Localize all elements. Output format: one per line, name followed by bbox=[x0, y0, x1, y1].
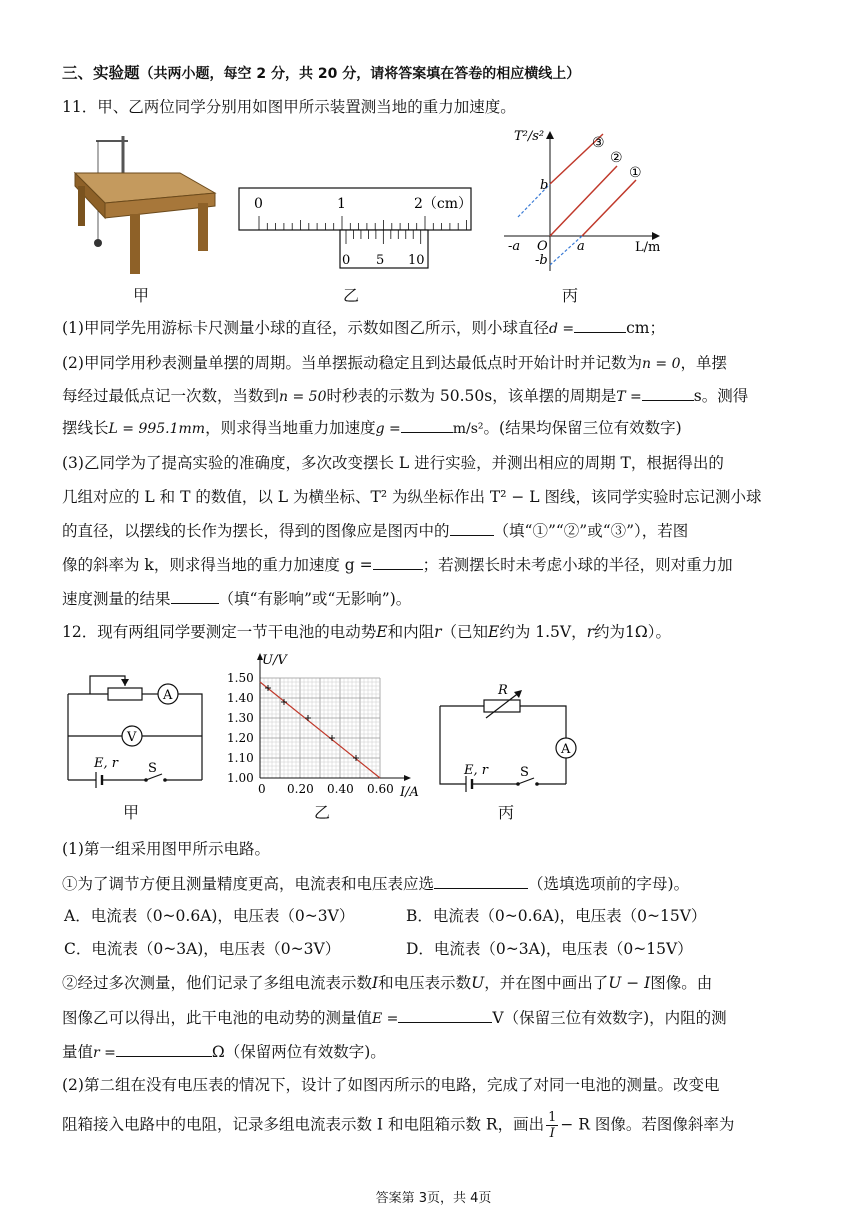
q12-part1-2-U: U bbox=[471, 974, 485, 992]
q12-part1-2-line2 bbox=[62, 1006, 727, 1030]
q12-part1-3-a: 图像乙可以得出，此干电池的电动势的测量值 bbox=[62, 1009, 373, 1027]
q11-part3-line3 bbox=[62, 519, 688, 542]
x-tick-label: 0 bbox=[258, 782, 266, 796]
q11-part1-var: d = bbox=[548, 321, 575, 337]
q12-part1-2-c: 和电压表示数 bbox=[378, 974, 472, 992]
q12-part1-4-r: r = bbox=[93, 1045, 116, 1061]
y-tick-label: 1.40 bbox=[227, 691, 254, 705]
q11-part3-text-a: 的直径，以摆线的长作为摆长，得到的图像应是图丙中的 bbox=[62, 522, 450, 540]
q11-part1 bbox=[62, 316, 665, 340]
q11-part3-line1: (3)乙同学为了提高实验的准确度，多次改变摆长 L 进行实验，并测出相应的周期 T，根据得出的 bbox=[62, 454, 724, 472]
fraction-denominator: I bbox=[549, 1126, 555, 1141]
q11-part2-g: g = bbox=[375, 421, 401, 437]
q11-part2-text-h: ，则求得当地重力加速度 bbox=[205, 419, 376, 437]
answer-blank-T[interactable] bbox=[642, 384, 694, 401]
q12-part2-text-b: − R 图像。若图像斜率为 bbox=[560, 1115, 735, 1134]
x-tick-label: 0.20 bbox=[287, 782, 314, 796]
q11-part2-line2 bbox=[62, 384, 748, 408]
u-i-graph bbox=[222, 650, 422, 800]
q11-part3-line5 bbox=[62, 587, 411, 610]
q11-part1-unit: cm； bbox=[626, 319, 666, 337]
q12-part1-4-a: 量值 bbox=[62, 1043, 94, 1061]
graph-bing-line-2: ② bbox=[610, 150, 623, 166]
q11-part2-text-e: 时秒表的示数为 50.50s，该单摆的周期是 bbox=[326, 387, 617, 405]
battery-bing-label: E, r bbox=[464, 763, 488, 778]
q12-part1-3-E: E = bbox=[372, 1011, 399, 1027]
q12-stem-r2: r bbox=[586, 623, 595, 641]
q12-stem-e: （已知 bbox=[441, 623, 489, 641]
q11-part2-n50: n = 50 bbox=[279, 389, 327, 405]
switch-label: S bbox=[148, 761, 157, 776]
q11-part3-text-b: （填“①”“②”或“③”），若图 bbox=[493, 522, 689, 540]
y-tick-label: 1.10 bbox=[227, 751, 254, 765]
rheostat-label: R bbox=[498, 683, 508, 698]
q11-part2-L: L = 995.1mm bbox=[108, 421, 206, 437]
graph-bing-mark-b: b bbox=[540, 178, 549, 193]
u-i-ylabel: U/V bbox=[262, 653, 287, 668]
q11-part2-line1 bbox=[62, 352, 727, 375]
vernier-scale-label-0: 0 bbox=[342, 253, 351, 268]
graph-bing-mark-a: a bbox=[577, 239, 585, 254]
q11-part2-line3 bbox=[62, 416, 682, 440]
q11-part1-text: (1)甲同学先用游标卡尺测量小球的直径，示数如图乙所示，则小球直径 bbox=[62, 319, 549, 337]
q12-part1-3-c: V（保留三位有效数字)，内阻的测 bbox=[492, 1009, 727, 1027]
q12-part1-2-a: ②经过多次测量，他们记录了多组电流表示数 bbox=[62, 974, 373, 992]
q11-part2-text-f: s。测得 bbox=[693, 387, 749, 405]
fraction-numerator: 1 bbox=[548, 1110, 557, 1125]
fig12-label-jia: 甲 bbox=[123, 803, 140, 822]
q11-part2-text-g: 摆线长 bbox=[62, 419, 109, 437]
q12-part1-2-UI: U − I bbox=[608, 974, 651, 992]
q12-part1: (1)第一组采用图甲所示电路。 bbox=[62, 840, 270, 858]
answer-blank-g[interactable] bbox=[401, 416, 453, 433]
q12-stem bbox=[62, 621, 671, 643]
answer-blank-E[interactable] bbox=[398, 1006, 492, 1023]
graph-bing-line-3: ③ bbox=[592, 135, 605, 151]
battery-label: E, r bbox=[94, 756, 118, 771]
y-tick-label: 1.00 bbox=[227, 771, 254, 785]
q12-part2-line2 bbox=[62, 1110, 734, 1141]
answer-blank-meter-choice[interactable] bbox=[434, 872, 528, 889]
q12-part1-4-c: Ω（保留两位有效数字)。 bbox=[211, 1043, 386, 1061]
q11-part2-unit-g: m/s² bbox=[452, 421, 484, 437]
ammeter-bing-label: A bbox=[561, 742, 571, 757]
data-point bbox=[329, 735, 335, 741]
q11-stem: 11．甲、乙两位同学分别用如图甲所示装置测当地的重力加速度。 bbox=[62, 98, 516, 116]
q12-stem-g: 约为 1.5V， bbox=[499, 623, 587, 641]
fig-label-jia: 甲 bbox=[133, 286, 150, 305]
graph-bing-mark-neg-a: -a bbox=[508, 239, 521, 254]
data-point bbox=[305, 715, 311, 721]
answer-blank-g-expression[interactable] bbox=[373, 553, 423, 570]
q11-part3-line2: 几组对应的 L 和 T 的数值，以 L 为横坐标、T² 为纵坐标作出 T² − L 图线，该同学实验时忘记测小球 bbox=[62, 488, 762, 506]
q11-part3-text-d: ；若测摆长时未考虑小球的半径，则对重力加 bbox=[422, 556, 733, 574]
q12-stem-c: 和内阻 bbox=[387, 623, 435, 641]
main-scale-label-2: 2（cm） bbox=[414, 196, 473, 212]
x-tick-label: 0.40 bbox=[327, 782, 354, 796]
switch-bing-label: S bbox=[520, 765, 529, 780]
y-tick-label: 1.30 bbox=[227, 711, 254, 725]
q11-part2-text-i: 。(结果均保留三位有效数字) bbox=[483, 419, 682, 437]
q11-part3-text-c: 像的斜率为 k，则求得当地的重力加速度 g = bbox=[62, 556, 373, 574]
q12-part1-2-line3 bbox=[62, 1040, 386, 1064]
section-header bbox=[62, 62, 580, 85]
q12-part1-1 bbox=[62, 872, 689, 895]
option-c: C．电流表（0~3A)，电压表（0~3V） bbox=[64, 940, 341, 958]
fraction-one-over-i bbox=[546, 1110, 558, 1141]
vernier-scale-label-10: 10 bbox=[408, 253, 425, 268]
q12-part1-2-g: 图像。由 bbox=[650, 974, 713, 992]
graph-bing-ylabel: T²/s² bbox=[514, 129, 545, 144]
q11-part3-text-e: 速度测量的结果 bbox=[62, 590, 171, 608]
fig12-label-bing: 丙 bbox=[498, 803, 515, 822]
q12-stem-E: E bbox=[376, 623, 388, 641]
circuit-bing bbox=[434, 680, 584, 798]
q12-stem-E2: E bbox=[488, 623, 500, 641]
q11-part2-T: T = bbox=[616, 389, 642, 405]
answer-blank-effect[interactable] bbox=[171, 587, 219, 604]
q12-part1-2-I: I bbox=[372, 974, 379, 992]
answer-blank-graph-choice[interactable] bbox=[450, 519, 494, 536]
q11-part2-text-d: 每经过最低点记一次数，当数到 bbox=[62, 387, 280, 405]
graph-bing-origin: O bbox=[537, 239, 548, 254]
fig-label-bing: 丙 bbox=[562, 286, 579, 305]
voltmeter-label: V bbox=[127, 730, 137, 745]
option-a: A．电流表（0~0.6A)，电压表（0~3V） bbox=[64, 907, 355, 925]
q12-part2-line1: (2)第二组在没有电压表的情况下，设计了如图丙所示的电路，完成了对同一电池的测量。改变电 bbox=[62, 1076, 720, 1094]
q12-part2-text: 阻箱接入电路中的电阻，记录多组电流表示数 I 和电阻箱示数 R，画出 bbox=[62, 1115, 545, 1134]
q11-part2-n0: n = 0 bbox=[641, 356, 681, 372]
option-b: B．电流表（0~0.6A)，电压表（0~15V） bbox=[406, 907, 707, 925]
circuit-jia bbox=[62, 666, 212, 796]
q12-stem-i: 约为1Ω）。 bbox=[594, 623, 672, 641]
answer-blank-d[interactable] bbox=[574, 316, 626, 333]
vernier-caliper-figure bbox=[236, 184, 476, 276]
q11-part3-line4 bbox=[62, 553, 733, 576]
q12-part1-2-e: ，并在图中画出了 bbox=[484, 974, 609, 992]
graph-bing-line-1: ① bbox=[629, 165, 642, 181]
u-i-xlabel: I/A bbox=[400, 785, 419, 800]
q11-part2-text-a: (2)甲同学用秒表测量单摆的周期。当单摆振动稳定且到达最低点时开始计时并记数为 bbox=[62, 354, 642, 372]
q12-part1-2-line1 bbox=[62, 972, 712, 994]
graph-bing-mark-neg-b: -b bbox=[535, 253, 548, 268]
q12-part1-1-text: ①为了调节方便且测量精度更高，电流表和电压表应选 bbox=[62, 875, 435, 893]
q12-part1-1-note: （选填选项前的字母)。 bbox=[528, 875, 690, 893]
q11-part2-text-c: ，单摆 bbox=[680, 354, 728, 372]
section-note: （共两小题，每空 2 分，共 20 分，请将答案填在答卷的相应横线上） bbox=[139, 66, 581, 82]
page-footer: 答案第 3页，共 4页 bbox=[375, 1191, 492, 1206]
option-d: D．电流表（0~3A)，电压表（0~15V） bbox=[406, 940, 693, 958]
fig12-label-yi: 乙 bbox=[314, 803, 331, 822]
q12-stem-a: 12．现有两组同学要测定一节干电池的电动势 bbox=[62, 623, 377, 641]
q12-stem-r: r bbox=[434, 623, 442, 641]
y-tick-label: 1.50 bbox=[227, 671, 254, 685]
section-title: 三、实验题 bbox=[62, 64, 140, 82]
ammeter-label: A bbox=[163, 688, 173, 703]
vernier-scale-label-5: 5 bbox=[376, 253, 385, 268]
main-scale-label-0: 0 bbox=[254, 196, 263, 212]
answer-blank-r[interactable] bbox=[116, 1040, 212, 1057]
x-tick-label: 0.60 bbox=[367, 782, 394, 796]
fig-label-yi: 乙 bbox=[343, 286, 360, 305]
t2-l-graph bbox=[496, 126, 666, 276]
main-scale-label-1: 1 bbox=[337, 196, 346, 212]
pendulum-figure bbox=[70, 128, 220, 278]
q11-part3-text-f: （填“有影响”或“无影响”)。 bbox=[218, 590, 412, 608]
graph-bing-xlabel: L/m bbox=[635, 240, 661, 255]
y-tick-label: 1.20 bbox=[227, 731, 254, 745]
